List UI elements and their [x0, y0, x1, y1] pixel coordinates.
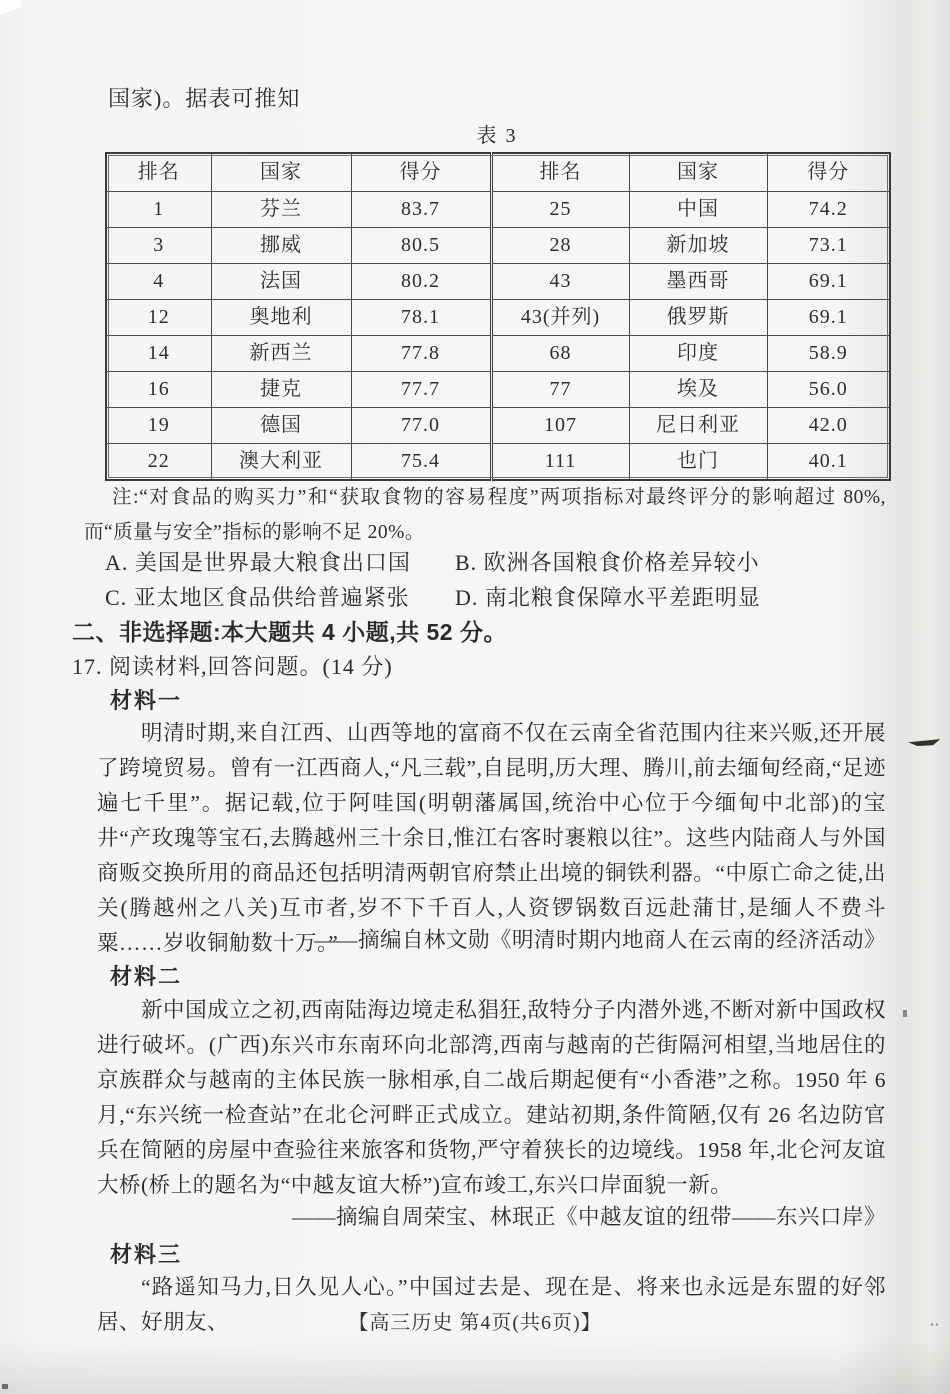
scan-artifact-corner-speck — [2, 1384, 8, 1389]
header-cell: 排名 — [106, 153, 211, 192]
table-cell: 芬兰 — [211, 192, 351, 228]
table-cell: 77.8 — [351, 336, 491, 372]
table-cell: 75.4 — [351, 444, 491, 481]
table-cell: 也门 — [629, 444, 767, 481]
table-cell: 69.1 — [767, 264, 890, 300]
table-cell: 25 — [491, 192, 629, 228]
scan-artifact-dots — [930, 1323, 939, 1326]
table-cell: 捷克 — [211, 372, 351, 408]
table-cell: 74.2 — [767, 192, 890, 228]
table-cell: 3 — [106, 228, 211, 264]
table-cell: 14 — [106, 336, 211, 372]
table-cell: 77.0 — [351, 408, 491, 444]
table-cell: 埃及 — [629, 372, 767, 408]
table-cell: 28 — [491, 228, 629, 264]
table-cell: 新西兰 — [211, 336, 351, 372]
table-row — [106, 300, 890, 336]
table-cell: 77.7 — [351, 372, 491, 408]
table-cell: 法国 — [211, 264, 351, 300]
table-cell: 68 — [491, 336, 629, 372]
table-cell: 挪威 — [211, 228, 351, 264]
table-cell: 69.1 — [767, 300, 890, 336]
table-cell: 12 — [106, 300, 211, 336]
option-a: A. 美国是世界最大粮食出口国 — [105, 550, 411, 575]
material-1-text: 明清时期,来自江西、山西等地的富商不仅在云南全省范围内往来兴贩,还开展了跨境贸易。曾有一江西商人,“凡三载”,自昆明,历大理、腾川,前去缅甸经商,“足迹遍七千里”。据记载,位于阿哇国(明朝藩属国,统治中心位于今缅甸中北部)的宝井“产玫瑰等宝石,去腾越州三十余日,惟江右客时裹粮以往”。这些内陆商人与外国商贩交换所用的商品还包括明清两朝官府禁止出境的铜铁利器。“中原亡命之徒,出关(腾越州之八关)互市者,岁不下千百人,人资锣锅数百远赴蒲甘,是缅人不费斗粟……岁收铜觔数十万。” — [97, 721, 886, 955]
table-row — [106, 192, 890, 228]
table-cell: 德国 — [211, 408, 351, 444]
table-cell: 22 — [106, 444, 211, 481]
table-cell: 中国 — [629, 192, 767, 228]
table-caption: 表 3 — [476, 125, 518, 147]
table-cell: 4 — [106, 264, 211, 300]
table-note: 注:“对食品的购买力”和“获取食物的容易程度”两项指标对最终评分的影响超过 80%,而“质量与安全”指标的影响不足 20%。 — [84, 487, 886, 543]
header-cell: 国家 — [211, 153, 351, 192]
table-cell: 印度 — [629, 336, 767, 372]
table-row — [106, 444, 890, 481]
table-cell: 73.1 — [767, 228, 890, 264]
table-row — [106, 336, 890, 372]
table-cell: 19 — [106, 408, 211, 444]
table-cell: 77 — [491, 372, 629, 408]
material-2-text: 新中国成立之初,西南陆海边境走私猖狂,敌特分子内潜外逃,不断对新中国政权进行破坏。(广西)东兴市东南环向北部湾,西南与越南的芒街隔河相望,当地居住的京族群众与越南的主体民族一脉相承,自二战后期起便有“小香港”之称。1950 年 6 月,“东兴统一检查站”在北仑河畔正式成立。建站初期,条件简陋,仅有 26 名边防官兵在简陋的房屋中查验往来旅客和货物,严守着狭长的边境线。1958 年,北仑河友谊大桥(桥上的题名为“中越友谊大桥”)宣布竣工,东兴口岸面貌一新。 — [97, 998, 886, 1197]
table-row — [106, 264, 890, 300]
score-table — [105, 152, 891, 481]
header-cell: 得分 — [767, 153, 890, 192]
table-cell: 16 — [106, 372, 211, 408]
option-c: C. 亚太地区食品供给普遍紧张 — [105, 585, 410, 610]
table-cell: 尼日利亚 — [629, 408, 767, 444]
material-1-source: ——摘编自林文勋《明清时期内地商人在云南的经济活动》 — [313, 928, 886, 952]
table-cell: 80.5 — [351, 228, 491, 264]
scan-artifact-corner-highlight — [0, 0, 22, 16]
table-header-row — [106, 153, 890, 192]
table-cell: 奥地利 — [211, 300, 351, 336]
scan-artifact-pen-mark — [908, 737, 941, 751]
section-heading: 二、非选择题:本大题共 4 小题,共 52 分。 — [72, 619, 507, 645]
table-row — [106, 228, 890, 264]
table-cell: 43 — [491, 264, 629, 300]
question-tail-line: 国家)。据表可推知 — [108, 86, 301, 111]
table-row — [106, 372, 890, 408]
table-row — [106, 408, 890, 444]
table-cell: 1 — [106, 192, 211, 228]
material-3-label: 材料三 — [110, 1242, 183, 1267]
table-cell: 107 — [491, 408, 629, 444]
table-cell: 80.2 — [351, 264, 491, 300]
material-1-label: 材料一 — [110, 688, 183, 713]
table-cell: 俄罗斯 — [629, 300, 767, 336]
page-footer: 【高三历史 第4页(共6页)】 — [348, 1312, 602, 1334]
table-cell: 澳大利亚 — [211, 444, 351, 481]
header-cell: 得分 — [351, 153, 491, 192]
material-2-source: ——摘编自周荣宝、林珉正《中越友谊的纽带——东兴口岸》 — [291, 1205, 886, 1229]
table-cell: 56.0 — [767, 372, 890, 408]
table-cell: 新加坡 — [629, 228, 767, 264]
header-cell: 排名 — [491, 153, 629, 192]
material-3-text: “路遥知马力,日久见人心。”中国过去是、现在是、将来也永远是东盟的好邻居、好朋友、 — [97, 1275, 886, 1334]
option-b: B. 欧洲各国粮食价格差异较小 — [455, 550, 760, 575]
material-2-label: 材料二 — [110, 964, 183, 989]
question-17-stem: 17. 阅读材料,回答问题。(14 分) — [72, 654, 393, 679]
table-cell: 78.1 — [351, 300, 491, 336]
table-cell: 58.9 — [767, 336, 890, 372]
table-cell: 83.7 — [351, 192, 491, 228]
option-d: D. 南北粮食保障水平差距明显 — [455, 585, 761, 610]
table-cell: 42.0 — [767, 408, 890, 444]
table-cell: 43(并列) — [491, 300, 629, 336]
table-cell: 40.1 — [767, 444, 890, 481]
scan-artifact-speck — [903, 1010, 907, 1017]
table-cell: 墨西哥 — [629, 264, 767, 300]
header-cell: 国家 — [629, 153, 767, 192]
table-cell: 111 — [491, 444, 629, 481]
